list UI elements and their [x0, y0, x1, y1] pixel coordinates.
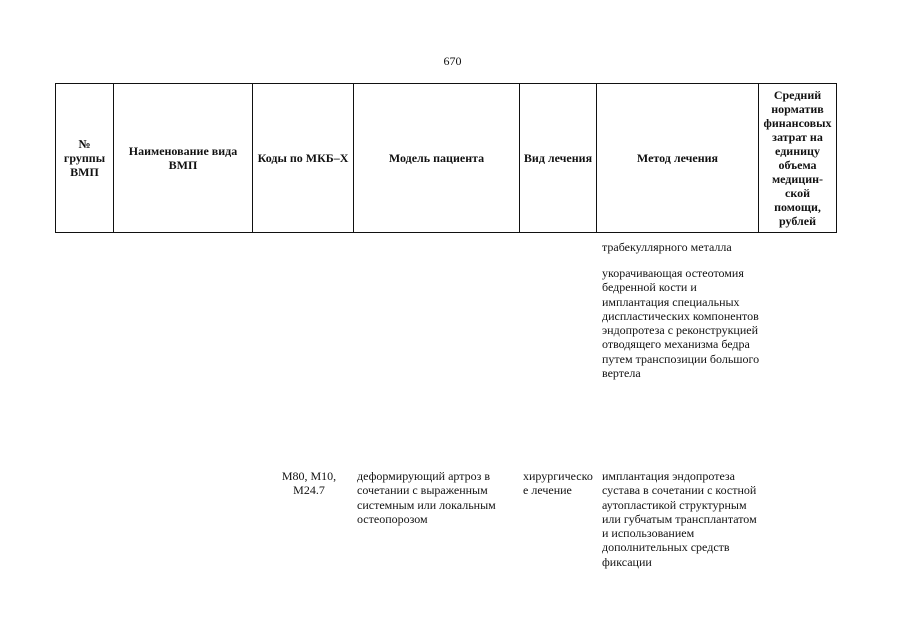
- table-header: [55, 83, 837, 233]
- row-icd-codes: M80, M10, M24.7: [281, 469, 337, 498]
- header-cost-standard: Средний норматив финансовых затрат на единицу объема медицин- ской помощи, рублей: [763, 88, 832, 228]
- header-icd-codes: Коды по МКБ–Х: [253, 84, 354, 232]
- row-patient-model: деформирующий артроз в сочетании с выраженным системным или локальным остеопорозом: [357, 469, 496, 526]
- row-method-implantation: имплантация эндопротеза сустава в сочетании с костной аутопластикой структурным или губчатым трансплантатом и использованием дополнительных средств фиксации: [602, 469, 757, 569]
- header-patient-model: Модель пациента: [354, 84, 520, 232]
- header-treatment-method: Метод лечения: [597, 84, 759, 232]
- row-treatment-type: хирургическое лечение: [523, 469, 593, 498]
- row-method-continuation: трабекуллярного металла: [602, 240, 732, 254]
- header-treatment-type: Вид лечения: [520, 84, 597, 232]
- row-method-shortening-osteotomy: укорачивающая остеотомия бедренной кости и имплантация специальных диспластических компонентов эндопротеза с реконструкцией отводящего механизма бедра путем транспозиции большого вертела: [602, 266, 760, 381]
- header-group-number: № группы ВМП: [56, 84, 114, 232]
- header-vmp-name: Наименование вида ВМП: [114, 84, 253, 232]
- page-number: 670: [443, 54, 462, 68]
